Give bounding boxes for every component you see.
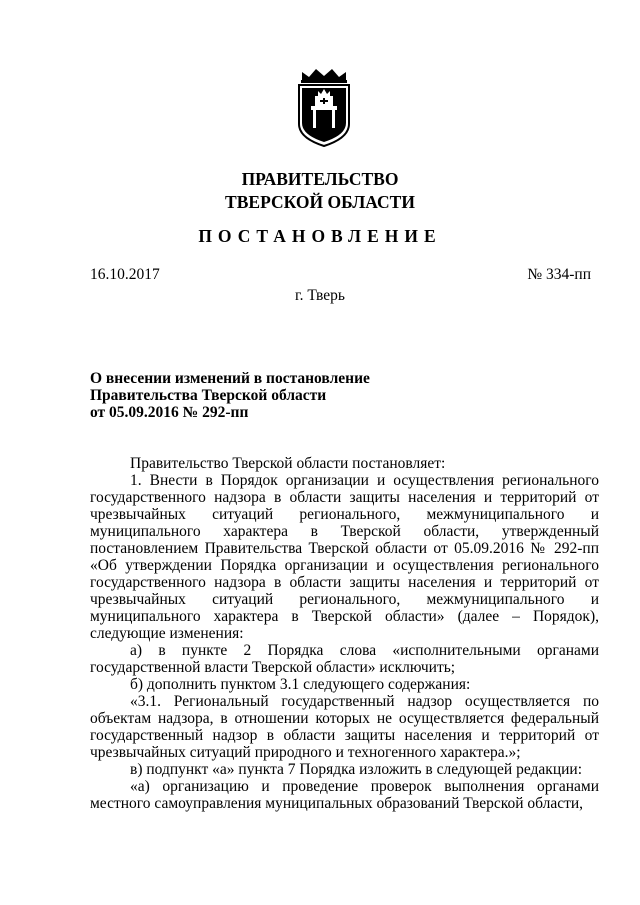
tver-coat-of-arms-icon (294, 66, 354, 148)
government-title (0, 168, 640, 214)
org-line-1: ПРАВИТЕЛЬСТВО (241, 169, 399, 189)
subject-line-3: от 05.09.2016 № 292-пп (90, 404, 249, 421)
body-paragraph: Правительство Тверской области постановляет: (130, 455, 446, 472)
document-body (90, 455, 599, 812)
document-type: ПОСТАНОВЛЕНИЕ (198, 226, 442, 246)
body-paragraph: 1. Внести в Порядок организации и осуществления регионального государственного надзора в области защиты населения и территорий от чрезвычайных ситуаций регионального, межмуниципального и муниципального характера в Тверской области, утвержденный постановлением Правительства Тверской области от 05.09.2016 № 292-пп «Об утверждении Порядка организации и осуществления регионального государственного надзора в области защиты населения и территорий от чрезвычайных ситуаций регионального, межмуниципального и муниципального характера в Тверской области» (далее – Порядок), следующие изменения: (90, 472, 599, 642)
body-paragraph: «3.1. Региональный государственный надзор осуществляется по объектам надзора, в отношении которых не осуществляется федеральный государственный надзор в области защиты населения и территорий от чрезвычайных ситуаций природного и техногенного характера.»; (90, 693, 599, 761)
document-subject (90, 370, 370, 421)
org-line-2: ТВЕРСКОЙ ОБЛАСТИ (225, 192, 415, 212)
body-paragraph: а) в пункте 2 Порядка слова «исполнительными органами государственной власти Тверской области» исключить; (90, 642, 599, 676)
subject-line-1: О внесении изменений в постановление (90, 370, 370, 387)
body-paragraph: «а) организацию и проведение проверок выполнения органами местного самоуправления муниципальных образований Тверской области, (90, 778, 599, 812)
body-paragraph: б) дополнить пунктом 3.1 следующего содержания: (130, 676, 471, 693)
document-number: № 334-пп (527, 266, 591, 283)
document-date: 16.10.2017 (90, 266, 160, 283)
subject-line-2: Правительства Тверской области (90, 387, 327, 404)
body-paragraph: в) подпункт «а» пункта 7 Порядка изложить в следующей редакции: (130, 761, 583, 778)
document-city: г. Тверь (295, 287, 345, 304)
